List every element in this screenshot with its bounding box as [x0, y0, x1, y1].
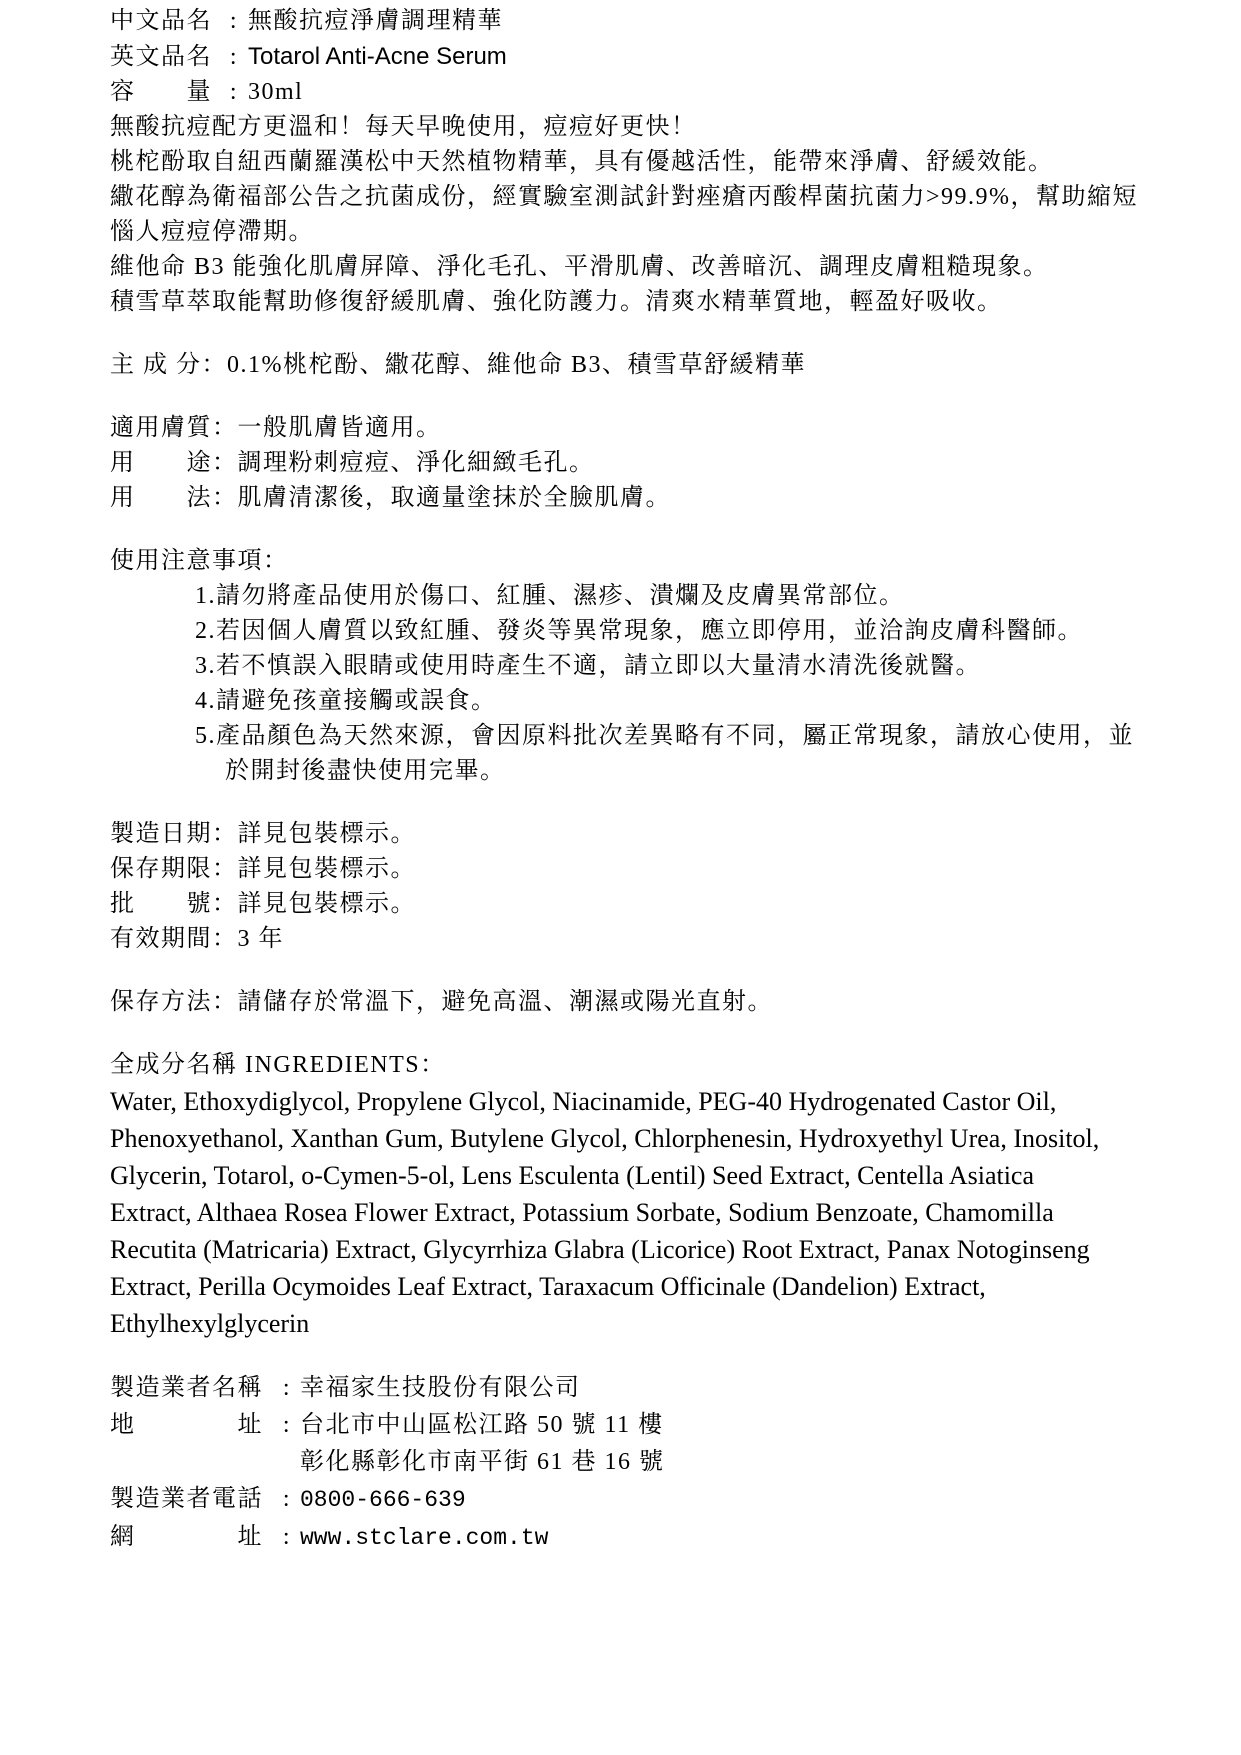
product-name-en-label: 英文品名 — [110, 44, 212, 70]
colon-separator: : — [229, 8, 239, 34]
spacer — [110, 1020, 1150, 1048]
purpose-line: 用 途：調理粉刺痘痘、淨化細緻毛孔。 — [110, 450, 595, 476]
valid-period-line: 有效期間：3 年 — [110, 926, 284, 952]
manufacturer-address-value-1: 台北市中山區松江路 50 號 11 樓 — [300, 1412, 664, 1438]
description-line: 積雪草萃取能幫助修復舒緩肌膚、強化防護力。清爽水精華質地，輕盈好吸收。 — [110, 289, 1003, 315]
precaution-item: 2.若因個人膚質以致紅腫、發炎等異常現象，應立即停用，並洽詢皮膚科醫師。 — [195, 618, 1083, 644]
volume-value: 30ml — [248, 79, 304, 105]
volume-row — [110, 75, 1150, 110]
manufacturer-phone-value: 0800-666-639 — [300, 1487, 466, 1513]
manufacturer-phone-row — [110, 1481, 1150, 1519]
spacer — [110, 516, 1150, 544]
spacer — [110, 1342, 1150, 1370]
colon-separator: : — [282, 1524, 292, 1550]
product-name-zh-label: 中文品名 — [110, 8, 212, 34]
spacer — [110, 320, 1150, 348]
manufacturer-name-row — [110, 1370, 1150, 1407]
description-line: 無酸抗痘配方更溫和！每天早晚使用，痘痘好更快！ — [110, 114, 697, 140]
precaution-item: 4.請避免孩童接觸或誤食。 — [195, 688, 497, 714]
colon-separator: : — [282, 1412, 292, 1438]
product-name-en-row — [110, 39, 1150, 75]
precaution-item: 3.若不慎誤入眼睛或使用時產生不適，請立即以大量清水清洗後就醫。 — [195, 653, 981, 679]
skin-type-line: 適用膚質：一般肌膚皆適用。 — [110, 415, 442, 441]
precaution-item: 5.產品顏色為天然來源，會因原料批次差異略有不同，屬正常現象，請放心使用，並於開封後盡快使用完畢。 — [195, 723, 1134, 784]
manufacturer-website-label: 網 址 — [110, 1524, 263, 1550]
mfg-date-line: 製造日期：詳見包裝標示。 — [110, 821, 416, 847]
manufacturer-website-row — [110, 1519, 1150, 1557]
manufacturer-address-row — [110, 1407, 1150, 1444]
product-name-zh-value: 無酸抗痘淨膚調理精華 — [248, 8, 503, 34]
colon-separator: : — [229, 79, 239, 105]
precautions-title: 使用注意事項： — [110, 548, 289, 574]
ingredients-list: Water, Ethoxydiglycol, Propylene Glycol, Niacinamide, PEG-40 Hydrogenated Castor Oil, Phenoxyethanol, Xanthan Gum, Butylene Glycol, Chlorphenesin, Hydroxyethyl Urea, Inositol, Glycerin, Totarol, o-Cymen-5-ol, Lens Esculenta (Lentil) Seed Extract, Centella Asiatica Extract, Althaea Rosea Flower Extract, Potassium Sorbate, Sodium Benzoate, Chamomilla Recutita (Matricaria) Extract, Glycyrrhiza Glabra (Licorice) Root Extract, Panax Notoginseng Extract, Perilla Ocymoides Leaf Extract, Taraxacum Officinale (Dandelion) Extract, Ethylhexylglycerin — [110, 1087, 1100, 1338]
spacer — [110, 957, 1150, 985]
colon-separator: : — [282, 1375, 292, 1401]
batch-no-line: 批 號：詳見包裝標示。 — [110, 891, 416, 917]
manufacturer-address-value-2: 彰化縣彰化市南平街 61 巷 16 號 — [300, 1449, 665, 1475]
spacer — [110, 789, 1150, 817]
manufacturer-phone-label: 製造業者電話 — [110, 1486, 263, 1512]
precaution-item: 1.請勿將產品使用於傷口、紅腫、濕疹、潰爛及皮膚異常部位。 — [195, 583, 905, 609]
document-body — [110, 4, 1150, 1557]
main-ingredients-line: 主 成 分：0.1%桃柁酚、繖花醇、維他命 B3、積雪草舒緩精華 — [110, 352, 806, 378]
product-name-zh-row — [110, 4, 1150, 39]
product-name-en-value: Totarol Anti-Acne Serum — [248, 43, 507, 70]
colon-separator: : — [282, 1486, 292, 1512]
manufacturer-name-label: 製造業者名稱 — [110, 1375, 263, 1401]
description-line: 維他命 B3 能強化肌膚屏障、淨化毛孔、平滑肌膚、改善暗沉、調理皮膚粗糙現象。 — [110, 254, 1049, 280]
manufacturer-name-value: 幸福家生技股份有限公司 — [300, 1375, 581, 1401]
method-line: 用 法：肌膚清潔後，取適量塗抹於全臉肌膚。 — [110, 485, 671, 511]
ingredients-title: 全成分名稱 INGREDIENTS： — [110, 1052, 446, 1078]
manufacturer-website-value: www.stclare.com.tw — [300, 1525, 549, 1551]
description-line: 繖花醇為衛福部公告之抗菌成份，經實驗室測試針對痤瘡丙酸桿菌抗菌力>99.9%，幫助縮短惱人痘痘停滯期。 — [110, 184, 1139, 245]
shelf-life-line: 保存期限：詳見包裝標示。 — [110, 856, 416, 882]
colon-separator: : — [229, 44, 239, 70]
storage-line: 保存方法：請儲存於常溫下，避免高溫、潮濕或陽光直射。 — [110, 989, 773, 1015]
description-line: 桃柁酚取自紐西蘭羅漢松中天然植物精華，具有優越活性，能帶來淨膚、舒緩效能。 — [110, 149, 1054, 175]
manufacturer-address-label: 地 址 — [110, 1412, 263, 1438]
spacer — [110, 383, 1150, 411]
volume-label: 容 量 — [110, 79, 212, 105]
